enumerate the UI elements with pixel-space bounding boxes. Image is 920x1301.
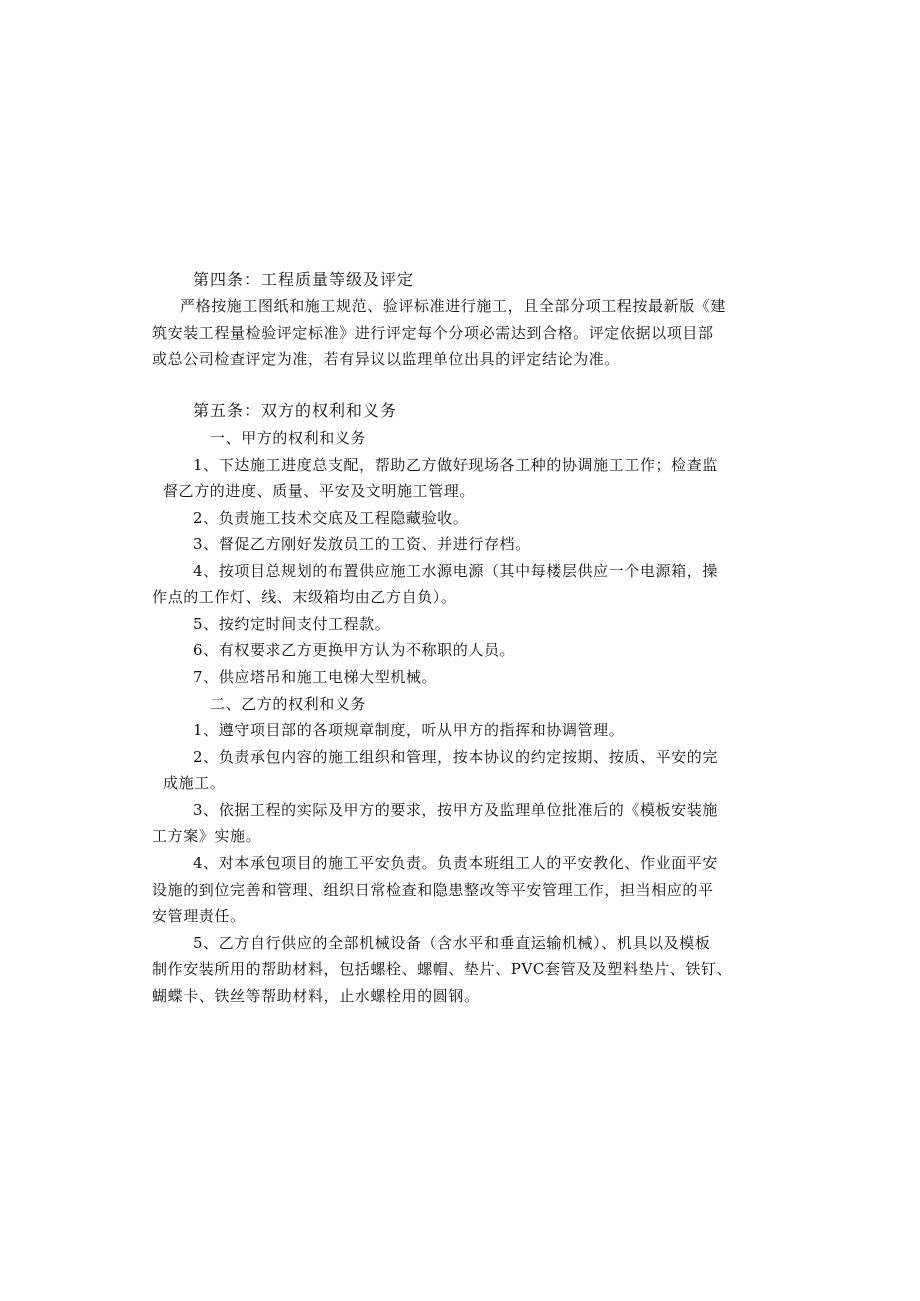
party-a-line-5: 4、按项目总规划的布置供应施工水源电源（其中每楼层供应一个电源箱，操 xyxy=(193,562,718,580)
party-b-line-6: 4、对本承包项目的施工平安负责。负责本班组工人的平安教化、作业面平安 xyxy=(193,854,718,872)
party-a-line-9: 7、供应塔吊和施工电梯大型机械。 xyxy=(193,668,438,686)
party-b-line-9: 5、乙方自行供应的全部机械设备（含水平和垂直运输机械）、机具以及模板 xyxy=(193,934,711,952)
party-a-line-8: 6、有权要求乙方更换甲方认为不称职的人员。 xyxy=(193,641,516,659)
article4-line-1: 严格按施工图纸和施工规范、验评标准进行施工，且全部分项工程按最新版《建 xyxy=(180,297,727,315)
party-a-line-7: 5、按约定时间支付工程款。 xyxy=(193,615,391,633)
party-b-line-5: 工方案》实施。 xyxy=(152,827,262,845)
party-a-line-4: 3、督促乙方刚好发放员工的工资、并进行存档。 xyxy=(193,535,531,553)
article4-title: 第四条：工程质量等级及评定 xyxy=(193,270,415,289)
article4-line-3: 或总公司检查评定为准，若有异议以监理单位出具的评定结论为准。 xyxy=(152,350,621,368)
party-b-line-11: 蝴蝶卡、铁丝等帮助材料，止水螺栓用的圆钢。 xyxy=(152,987,480,1005)
article4-line-2: 筑安装工程量检验评定标准》进行评定每个分项必需达到合格。评定依据以项目部 xyxy=(152,324,714,342)
party-a-line-6: 作点的工作灯、线、末级箱均由乙方自负）。 xyxy=(152,588,457,606)
article5-title: 第五条：双方的权利和义务 xyxy=(193,401,398,420)
party-b-heading: 二、乙方的权利和义务 xyxy=(210,695,367,713)
party-a-line-3: 2、负责施工技术交底及工程隐藏验收。 xyxy=(193,509,469,527)
party-b-line-7: 设施的到位完善和管理、组织日常检查和隐患整改等平安管理工作，担当相应的平 xyxy=(152,881,714,899)
party-a-line-1: 1、下达施工进度总支配，帮助乙方做好现场各工种的协调施工工作；检查监 xyxy=(193,456,718,474)
party-a-line-2: 督乙方的进度、质量、平安及文明施工管理。 xyxy=(163,482,476,500)
party-b-line-8: 安管理责任。 xyxy=(152,907,246,925)
party-b-line-10: 制作安装所用的帮助材料，包括螺栓、螺帽、垫片、PVC套管及及塑料垫片、铁钉、 xyxy=(152,960,733,978)
party-b-line-2: 2、负责承包内容的施工组织和管理，按本协议的约定按期、按质、平安的完 xyxy=(193,748,718,766)
party-a-heading: 一、甲方的权利和义务 xyxy=(210,429,367,447)
party-b-line-3: 成施工。 xyxy=(163,774,226,792)
party-b-line-1: 1、遵守项目部的各项规章制度，听从甲方的指挥和协调管理。 xyxy=(193,721,625,739)
party-b-line-4: 3、依据工程的实际及甲方的要求，按甲方及监理单位批准后的《模板安装施 xyxy=(193,801,718,819)
